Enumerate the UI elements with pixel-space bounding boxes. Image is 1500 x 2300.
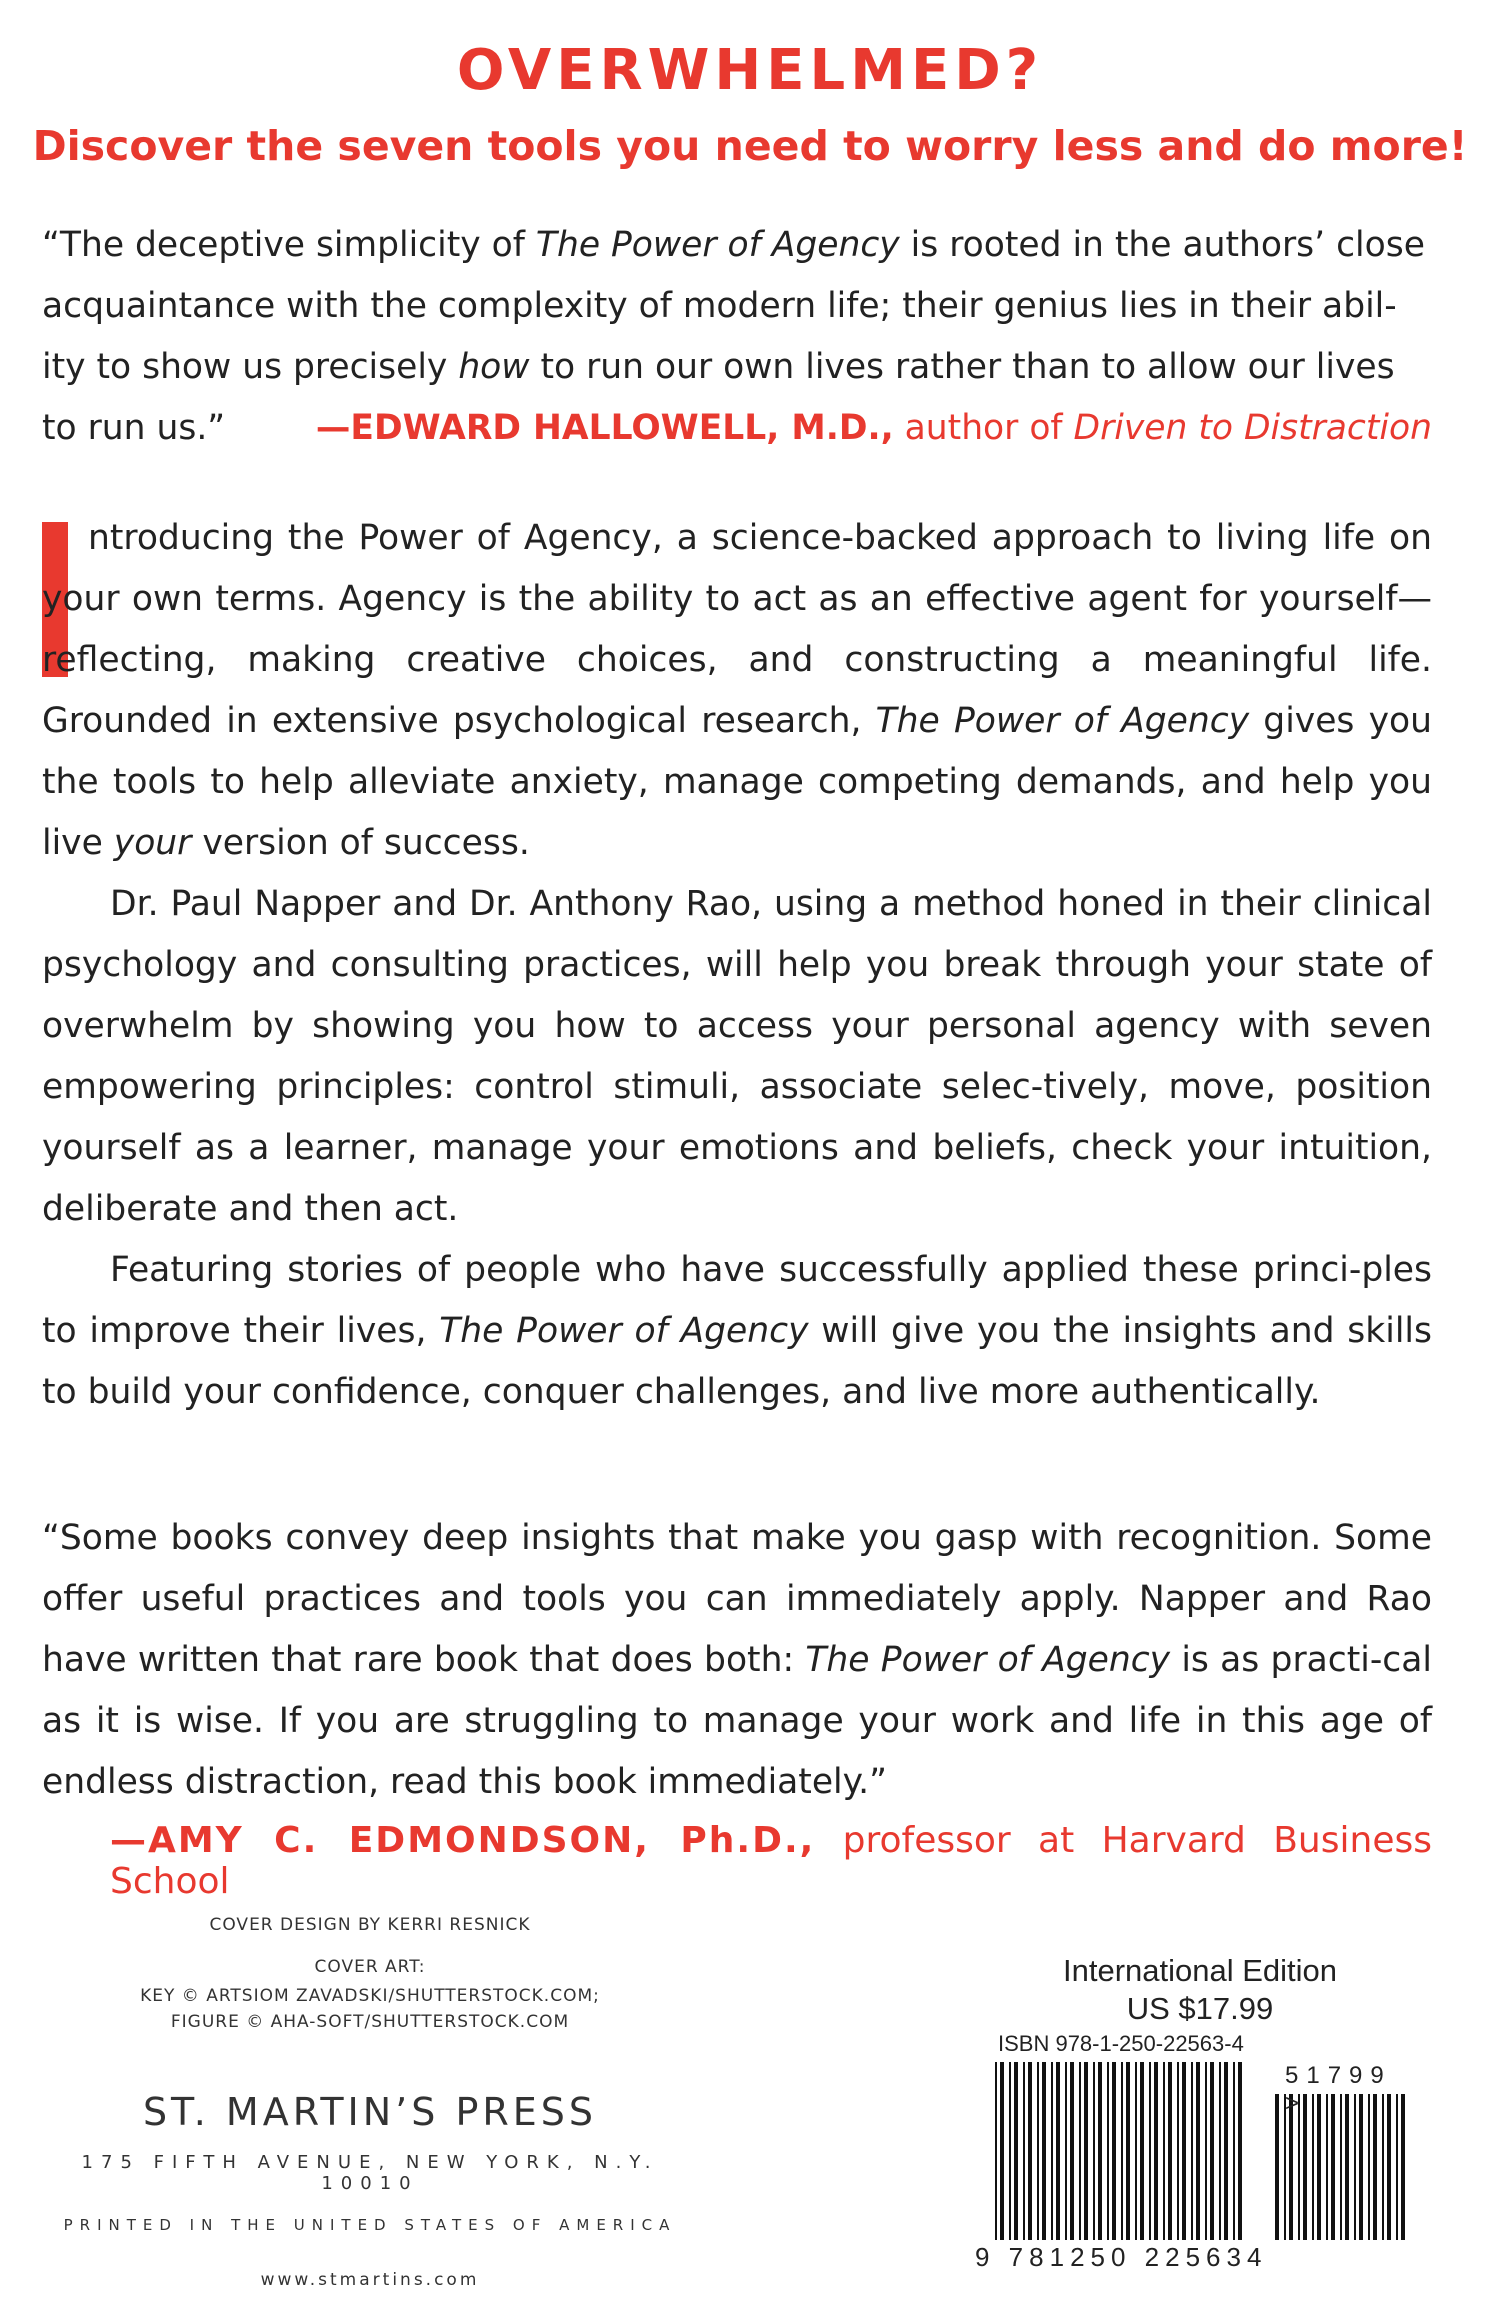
barcode-bar	[1037, 2062, 1039, 2240]
subheadline: Discover the seven tools you need to worry less and do more!	[32, 122, 1468, 170]
barcode-bar	[1051, 2062, 1053, 2240]
praise-quote-edmondson	[42, 1508, 1432, 1813]
book-title: The Power of Agency	[805, 1640, 1171, 1680]
book-title: Driven to Distraction	[1073, 408, 1432, 448]
barcode-bar	[995, 2062, 997, 2240]
description-paragraph: Dr. Paul Napper and Dr. Anthony Rao, using a method honed in their clinical psychology and consulting practices, will help you break through your state of overwhelm by showing you how to access your personal agency with seven empowering principles: control stimuli, associate selec-tively, move, position yourself as a learner, manage your emotions and beliefs, check your intuition, deliberate and then act.	[42, 884, 1432, 1229]
cover-design-credit: COVER DESIGN BY KERRI RESNICK	[209, 1915, 531, 1935]
description-paragraph	[42, 508, 1432, 874]
paragraph-text: Featuring stories of people who have successfully applied these princi-ples to improve their lives,	[42, 1250, 1432, 1351]
barcode-bar	[1028, 2062, 1032, 2240]
publisher-address: 175 FIFTH AVENUE, NEW YORK, N.Y. 10010	[81, 2152, 659, 2194]
barcode-bar	[1070, 2062, 1074, 2240]
barcode-bar	[1238, 2062, 1242, 2240]
cover-art-label: COVER ART:	[314, 1957, 426, 1977]
attribution-role: professor at Harvard Business School	[110, 1820, 1432, 1902]
attribution-name: —AMY C. EDMONDSON, Ph.D.,	[110, 1820, 816, 1861]
barcode-bar	[1275, 2094, 1279, 2240]
barcode-bar	[1065, 2062, 1067, 2240]
quote-line	[42, 398, 1432, 459]
barcode-bar	[1042, 2062, 1046, 2240]
barcode-bar	[1056, 2062, 1060, 2240]
barcode-bar	[1177, 2062, 1179, 2240]
barcode-bar	[1224, 2062, 1228, 2240]
book-title: The Power of Agency	[439, 1311, 809, 1351]
edition-label: International Edition	[1062, 1953, 1338, 1988]
barcode-bar	[1135, 2062, 1137, 2240]
quote-text: is rooted in the authors’ close	[899, 225, 1425, 265]
barcode-bar	[1093, 2062, 1095, 2240]
publisher-info	[40, 2090, 700, 2290]
barcode-bar	[1112, 2062, 1116, 2240]
price-block	[990, 1953, 1410, 2057]
barcode-bar	[1140, 2062, 1144, 2240]
barcode-bar	[1205, 2062, 1207, 2240]
book-title: The Power of Agency	[535, 225, 900, 265]
attribution-role	[905, 408, 1432, 448]
paragraph-text: gives you the tools to help alleviate anxiety, manage competing demands, and help you live	[42, 701, 1432, 863]
publisher-website: www.stmartins.com	[260, 2270, 480, 2290]
cover-art-credit: FIGURE © AHA-SOFT/SHUTTERSTOCK.COM	[170, 2012, 570, 2032]
barcode-bar	[1023, 2062, 1025, 2240]
quote-text: to run us.”	[42, 408, 226, 448]
barcode-bar	[1196, 2062, 1200, 2240]
quote-line	[42, 215, 1432, 276]
price: US $17.99	[1126, 1991, 1274, 2026]
headline: OVERWHELMED?	[456, 38, 1044, 103]
praise-quote-hallowell	[42, 215, 1432, 459]
barcode-bar	[1098, 2062, 1102, 2240]
barcode-bar	[1182, 2062, 1186, 2240]
barcode-bar	[1219, 2062, 1221, 2240]
barcode-bar	[1168, 2062, 1172, 2240]
barcode-bar	[1000, 2062, 1004, 2240]
description-paragraph	[42, 1240, 1432, 1423]
barcode-bar	[1154, 2062, 1158, 2240]
paragraph-text: version of success.	[191, 823, 530, 863]
barcode-bar	[1014, 2062, 1018, 2240]
paragraph-text: will give you the insights and skills to build your confidence, conquer challenges, and live more authentically.	[42, 1311, 1432, 1412]
book-description	[42, 508, 1432, 1423]
barcode-bar	[1149, 2062, 1151, 2240]
quote-text: to run our own lives rather than to allow our lives	[529, 347, 1395, 387]
quote-attribution	[316, 398, 1432, 459]
quote-text: “The deceptive simplicity of	[42, 225, 536, 265]
barcode-bar	[1163, 2062, 1165, 2240]
printed-in: PRINTED IN THE UNITED STATES OF AMERICA	[63, 2216, 677, 2234]
quote-text: “Some books convey deep insights that make you gasp with recognition. Some offer useful practices and tools you can immediately apply. Napper and Rao have written that rare book that does both:	[42, 1518, 1432, 1680]
quote-text: ity to show us precisely	[42, 347, 459, 387]
attribution-role-text: author of	[904, 408, 1074, 448]
barcode-bar	[1107, 2062, 1109, 2240]
paragraph-text: ntroducing the Power of Agency, a science-backed approach to living life on your own terms. Agency is the ability to act as an effective agent for yourself—reflecting, making creative choices, and constructing a meaningful life. Grounded in extensive psychological research,	[42, 518, 1432, 741]
quote-attribution	[110, 1820, 1432, 1902]
barcode-digits: 9 781250 225634	[975, 2242, 1268, 2272]
barcode-bar	[1121, 2062, 1123, 2240]
quote-line: acquaintance with the complexity of modern life; their genius lies in their abil-	[42, 286, 1397, 326]
quote-text: is as practi-cal as it is wise. If you are struggling to manage your work and life in this age of endless distraction, read this book immediately.”	[42, 1640, 1432, 1802]
quote-line	[42, 337, 1432, 398]
barcode-bar	[1084, 2062, 1088, 2240]
barcode	[975, 2062, 1405, 2272]
barcode-bar	[1210, 2062, 1214, 2240]
barcode-bar	[1079, 2062, 1081, 2240]
publisher-name: ST. MARTIN’S PRESS	[142, 2090, 598, 2134]
barcode-addon-digits: 51799 >	[1285, 2062, 1392, 2117]
barcode-bar	[1191, 2062, 1193, 2240]
book-title: The Power of Agency	[875, 701, 1250, 741]
cover-art-credit: KEY © ARTSIOM ZAVADSKI/SHUTTERSTOCK.COM;	[140, 1986, 600, 2006]
barcode-bar	[1126, 2062, 1130, 2240]
barcode-bar	[1233, 2062, 1235, 2240]
cover-credits	[40, 1915, 700, 2035]
emphasis: your	[113, 823, 192, 863]
isbn: ISBN 978-1-250-22563-4	[998, 2031, 1244, 2056]
attribution-name: —EDWARD HALLOWELL, M.D.,	[315, 408, 894, 448]
emphasis: how	[458, 347, 530, 387]
barcode-bar	[1009, 2062, 1011, 2240]
